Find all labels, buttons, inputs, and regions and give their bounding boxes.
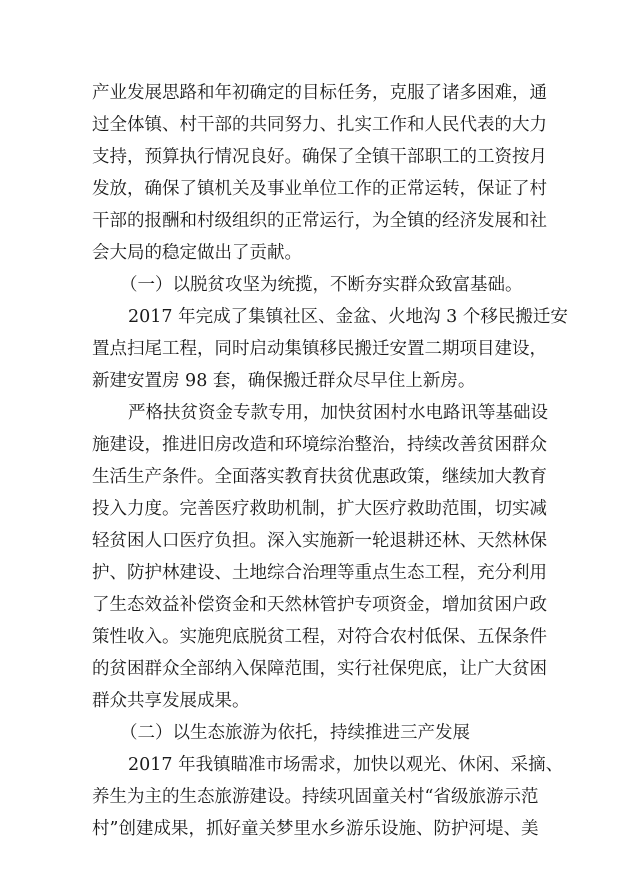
- text-line: 了生态效益补偿资金和天然林管护专项资金，增加贫困户政: [92, 595, 547, 615]
- text-line: 置点扫尾工程，同时启动集镇移民搬迁安置二期项目建设，: [92, 339, 547, 359]
- text-line: 会大局的稳定做出了贡献。: [92, 243, 302, 263]
- text-line: 施建设，推进旧房改造和环境综治整治，持续改善贫困群众: [92, 435, 547, 455]
- text-line: 严格扶贫资金专款专用，加快贫困村水电路讯等基础设: [128, 403, 548, 423]
- text-line: 新建安置房 98 套，确保搬迁群众尽早住上新房。: [92, 371, 476, 391]
- text-line: 过全体镇、村干部的共同努力、扎实工作和人民代表的大力: [92, 115, 547, 135]
- text-line: 的贫困群众全部纳入保障范围，实行社保兜底，让广大贫困: [92, 659, 547, 679]
- text-line: 2017 年我镇瞄准市场需求，加快以观光、休闲、采摘、: [128, 755, 564, 775]
- text-line: 生活生产条件。全面落实教育扶贫优惠政策，继续加大教育: [92, 467, 547, 487]
- section-heading: （二）以生态旅游为依托，持续推进三产发展: [120, 723, 470, 743]
- section-heading: （一）以脱贫攻坚为统揽，不断夯实群众致富基础。: [120, 275, 523, 295]
- text-line: 投入力度。完善医疗救助机制，扩大医疗救助范围，切实减: [92, 499, 547, 519]
- text-line: 产业发展思路和年初确定的目标任务，克服了诸多困难，通: [92, 83, 547, 103]
- text-line: 村”创建成果，抓好童关梦里水乡游乐设施、防护河堤、美: [92, 819, 539, 839]
- text-line: 发放，确保了镇机关及事业单位工作的正常运转，保证了村: [92, 179, 547, 199]
- text-line: 支持，预算执行情况良好。确保了全镇干部职工的工资按月: [92, 147, 547, 167]
- text-line: 轻贫困人口医疗负担。深入实施新一轮退耕还林、天然林保: [92, 531, 547, 551]
- text-line: 干部的报酬和村级组织的正常运行，为全镇的经济发展和社: [92, 211, 547, 231]
- text-line: 策性收入。实施兜底脱贫工程，对符合农村低保、五保条件: [92, 627, 547, 647]
- text-line: 养生为主的生态旅游建设。持续巩固童关村“省级旅游示范: [92, 787, 539, 807]
- text-line: 护、防护林建设、土地综合治理等重点生态工程，充分利用: [92, 563, 547, 583]
- text-line: 2017 年完成了集镇社区、金盆、火地沟 3 个移民搬迁安: [128, 307, 568, 327]
- text-line: 群众共享发展成果。: [92, 691, 250, 711]
